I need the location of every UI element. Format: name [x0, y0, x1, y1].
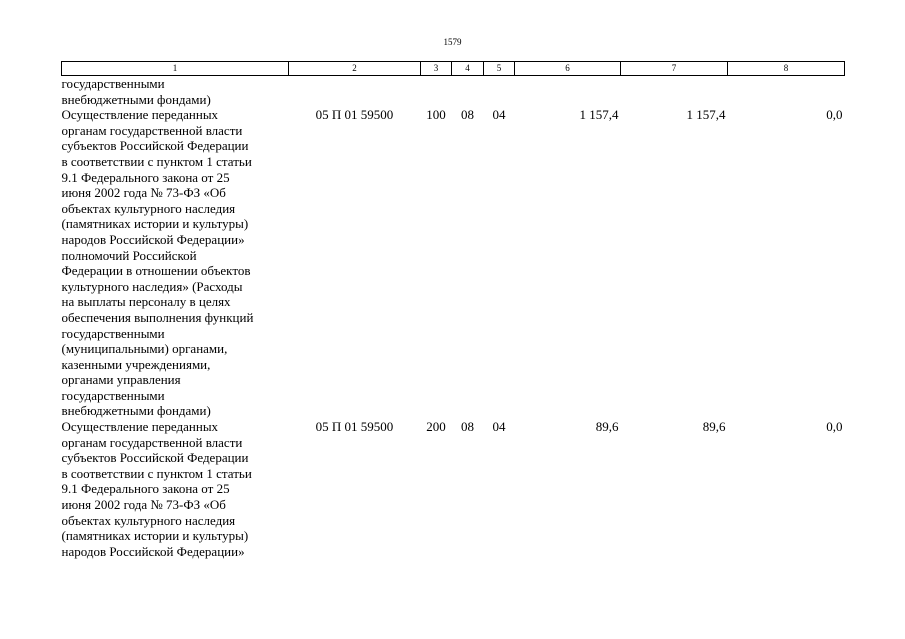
- expense-name-line: органам государственной власти: [61, 434, 243, 450]
- expense-type-code: 200: [426, 419, 446, 435]
- expense-name-line: народов Российской Федерации»: [61, 543, 245, 559]
- expense-name-line: Осуществление переданных: [61, 419, 219, 435]
- subsection-code: [484, 76, 515, 108]
- amount-col-6: 1 157,4: [579, 107, 619, 123]
- amount-col-6: 89,6: [595, 419, 619, 435]
- column-header-8: 8: [728, 62, 845, 76]
- column-header-4: 4: [452, 62, 484, 76]
- expense-name-line: государственными: [61, 76, 165, 91]
- amount-col-7: [621, 76, 728, 108]
- expense-name-line: культурного наследия» (Расходы: [61, 278, 243, 294]
- expense-name-line: 9.1 Федерального закона от 25: [61, 481, 230, 497]
- expense-name-line: обеспечения выполнения функций: [61, 309, 254, 325]
- expense-name-line: народов Российской Федерации»: [61, 231, 245, 247]
- column-number-row: [62, 62, 845, 76]
- expense-name-line: органам государственной власти: [61, 122, 243, 138]
- expense-name-line: объектах культурного наследия: [61, 512, 236, 528]
- table-row: [62, 107, 845, 419]
- subsection-code: 04: [492, 419, 506, 435]
- table-row: [62, 419, 845, 559]
- subsection-code: 04: [492, 107, 506, 123]
- column-header-2: 2: [289, 62, 421, 76]
- expense-name-line: внебюджетными фондами): [61, 403, 211, 419]
- expense-name-line: полномочий Российской: [61, 247, 197, 263]
- target-article-code: 05 П 01 59500: [315, 107, 394, 123]
- expense-name-line: на выплаты персоналу в целях: [61, 294, 231, 310]
- column-header-7: 7: [621, 62, 728, 76]
- expense-name-line: субъектов Российской Федерации: [61, 450, 249, 466]
- column-header-5: 5: [484, 62, 515, 76]
- amount-col-8: 0,0: [826, 419, 843, 435]
- expense-name-line: государственными: [61, 325, 165, 341]
- expense-name-line: государственными: [61, 387, 165, 403]
- expense-name-line: (памятниках истории и культуры): [61, 528, 249, 544]
- expense-name-line: объектах культурного наследия: [61, 200, 236, 216]
- column-header-1: 1: [62, 62, 289, 76]
- column-header-3: 3: [421, 62, 452, 76]
- expense-name-line: внебюджетными фондами): [61, 91, 211, 107]
- column-header-6: 6: [515, 62, 621, 76]
- expense-name: [62, 419, 289, 559]
- expense-name: [62, 107, 289, 419]
- expense-name-line: казенными учреждениями,: [61, 356, 211, 372]
- expense-name-line: (муниципальными) органами,: [61, 341, 228, 357]
- expense-name-line: 9.1 Федерального закона от 25: [61, 169, 230, 185]
- expense-name-line: Осуществление переданных: [61, 107, 219, 123]
- section-code: 08: [461, 107, 474, 123]
- expense-name-line: субъектов Российской Федерации: [61, 138, 249, 154]
- expense-name: [62, 76, 289, 108]
- expense-name-line: Федерации в отношении объектов: [61, 263, 251, 279]
- target-article-code: [289, 76, 421, 108]
- amount-col-7: 1 157,4: [686, 107, 726, 123]
- table-row: [62, 76, 845, 108]
- target-article-code: 05 П 01 59500: [315, 419, 394, 435]
- expense-name-line: в соответствии с пунктом 1 статьи: [61, 153, 252, 169]
- budget-table: [61, 61, 845, 559]
- expense-name-line: органами управления: [61, 372, 181, 388]
- section-code: 08: [461, 419, 474, 435]
- table-body: [62, 76, 845, 560]
- expense-name-line: (памятниках истории и культуры): [61, 216, 249, 232]
- expense-name-line: июня 2002 года № 73-ФЗ «Об: [61, 185, 226, 201]
- expense-type-code: [421, 76, 452, 108]
- amount-col-6: [515, 76, 621, 108]
- expense-name-line: в соответствии с пунктом 1 статьи: [61, 465, 252, 481]
- expense-type-code: 100: [426, 107, 446, 123]
- amount-col-8: [728, 76, 845, 108]
- page-number: 1579: [443, 37, 462, 47]
- section-code: [452, 76, 484, 108]
- expense-name-line: июня 2002 года № 73-ФЗ «Об: [61, 497, 226, 513]
- amount-col-7: 89,6: [702, 419, 726, 435]
- amount-col-8: 0,0: [826, 107, 843, 123]
